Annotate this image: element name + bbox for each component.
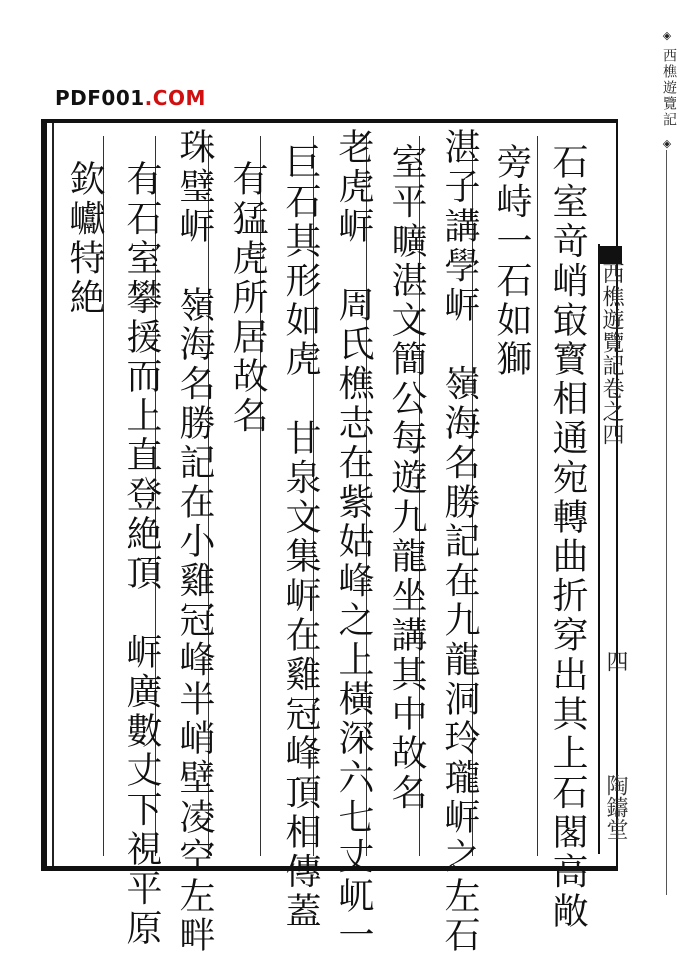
text-column-10: 欽巘特絶 xyxy=(64,160,105,318)
ornament-bottom-icon: ◈ xyxy=(662,137,672,150)
text-column-1: 石室竒峭㝡寳相通宛轉曲折穿出其上石閣高敞 xyxy=(547,143,588,931)
ornament-top-icon: ◈ xyxy=(662,29,672,42)
text-column-5: 老虎㟁 周氏樵志在紫姑峰之上橫深六七丈屼一 xyxy=(333,128,374,955)
text-column-6: 巨石其形如虎 甘泉文集㟁在雞冠峰頂相傳蓋 xyxy=(280,143,321,931)
text-column-4: 室平曠湛文簡公每遊九龍坐講其中故名 xyxy=(386,143,427,813)
watermark-text-com: .COM xyxy=(144,86,206,110)
margin-rule xyxy=(666,150,667,895)
watermark xyxy=(55,86,206,110)
text-column-8: 珠璧㟁 嶺海名勝記在小雞冠峰半峭壁凌空左畔 xyxy=(174,128,215,955)
text-column-9: 有石室攀援而上直登絶頂 㟁廣數丈下視平原 xyxy=(121,160,162,948)
spine-title: 西樵遊覽記卷之四 xyxy=(599,262,624,446)
margin-book-title: 西樵遊覽記 xyxy=(661,48,677,128)
watermark-text-pdf001: PDF001 xyxy=(55,86,145,110)
spine-publisher: 陶鑄堂 xyxy=(603,774,628,840)
text-column-2: 旁峙一石如獅 xyxy=(491,143,532,380)
column-divider xyxy=(537,136,538,856)
inner-left-rule xyxy=(52,123,54,866)
text-column-3: 湛子講學㟁 嶺海名勝記在九龍洞玲瓏㟁之左石 xyxy=(439,128,480,955)
spine-page-number: 四 xyxy=(603,650,628,672)
text-column-7: 有猛虎所居故名 xyxy=(227,160,268,436)
